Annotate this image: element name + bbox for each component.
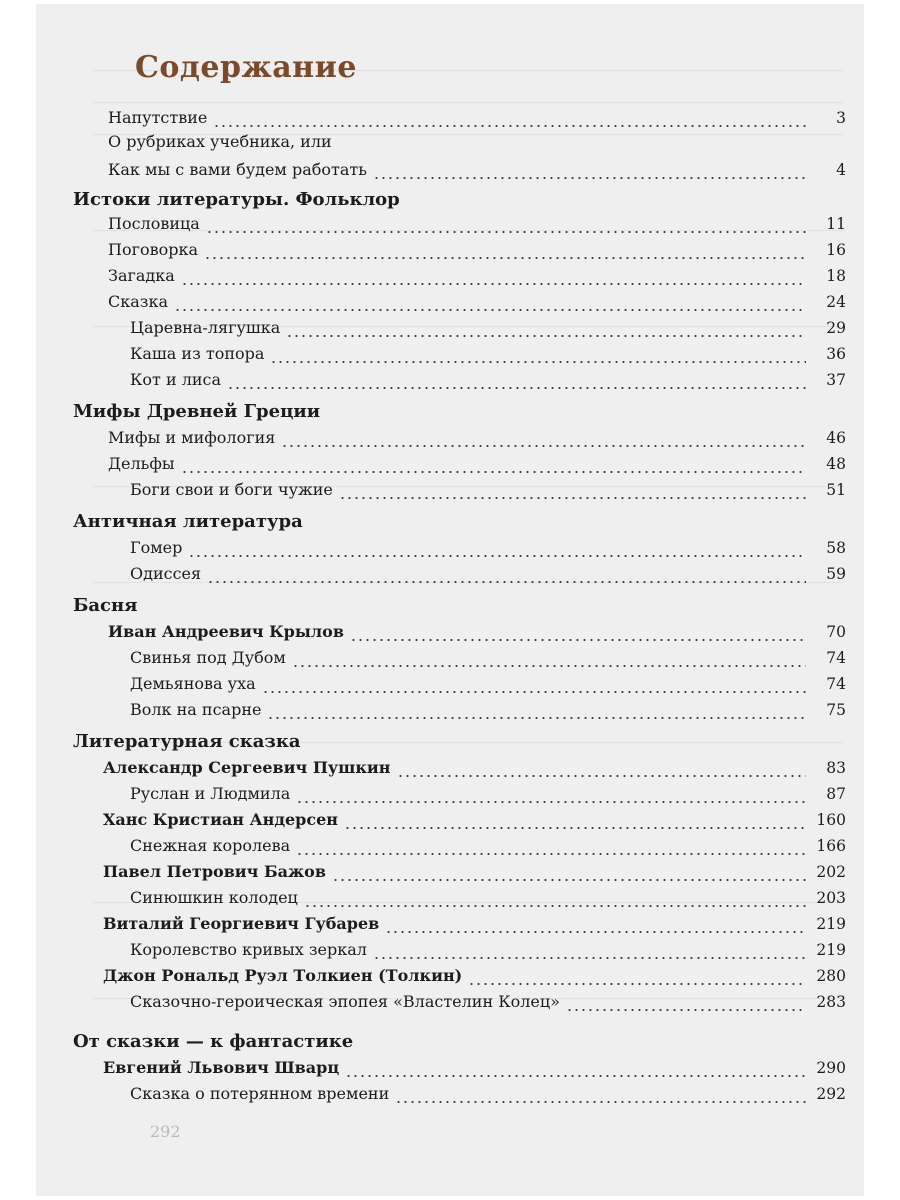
- toc-page-number: 160: [816, 811, 846, 829]
- toc-label: Гомер: [130, 538, 183, 557]
- toc-label: Сказка: [108, 292, 169, 311]
- toc-label: Как мы с вами будем работать: [108, 160, 367, 179]
- toc-entry-shvarts: [0, 1054, 846, 1078]
- page-number: 292: [150, 1122, 181, 1141]
- dot-leader: [304, 892, 806, 908]
- toc-entry-antichnaya: [0, 508, 846, 532]
- toc-page-number: 29: [826, 319, 846, 337]
- toc-page-number: 74: [826, 649, 846, 667]
- toc-page-number: 70: [826, 623, 846, 641]
- toc-label: Дельфы: [108, 454, 175, 473]
- toc-page-number: 3: [836, 109, 846, 127]
- toc-label: Королевство кривых зеркал: [130, 940, 367, 959]
- dot-leader: [204, 244, 806, 260]
- dot-leader: [385, 918, 806, 934]
- toc-entry-fantastika: [0, 1028, 846, 1052]
- toc-page-number: 16: [826, 241, 846, 259]
- toc-entry-mify_mifologiya: [0, 424, 846, 448]
- toc-page-number: 203: [816, 889, 846, 907]
- toc-page-number: 166: [816, 837, 846, 855]
- toc-page-number: 283: [816, 993, 846, 1011]
- dot-leader: [292, 652, 806, 668]
- toc-entry-lit_skazka: [0, 728, 846, 752]
- author-name: Ханс Кристиан Андерсен: [103, 810, 338, 829]
- toc-page-number: 46: [826, 429, 846, 447]
- toc-entry-delfy: [0, 450, 846, 474]
- toc-label: Демьянова уха: [130, 674, 256, 693]
- toc-entry-mify: [0, 398, 846, 422]
- toc-page-number: 74: [826, 675, 846, 693]
- toc-page-number: 83: [826, 759, 846, 777]
- dot-leader: [344, 814, 806, 830]
- toc-page-number: 58: [826, 539, 846, 557]
- section-heading: Античная литература: [73, 511, 303, 532]
- dot-leader: [188, 542, 806, 558]
- author-name: Иван Андреевич Крылов: [108, 622, 344, 641]
- toc-entry-gubarev: [0, 910, 846, 934]
- dot-leader: [332, 866, 806, 882]
- dot-leader: [262, 678, 806, 694]
- section-heading: Литературная сказка: [73, 731, 301, 752]
- toc-page-number: 37: [826, 371, 846, 389]
- toc-label: Мифы и мифология: [108, 428, 276, 447]
- toc-page-number: 18: [826, 267, 846, 285]
- toc-label: Сказочно-героическая эпопея «Властелин Колец»: [130, 992, 560, 1011]
- toc-entry-sinyushkin: [0, 884, 846, 908]
- section-heading: Мифы Древней Греции: [73, 401, 321, 422]
- toc-label: Одиссея: [130, 564, 202, 583]
- author-name: Павел Петрович Бажов: [103, 862, 326, 881]
- toc-entry-bazhov: [0, 858, 846, 882]
- page-title: Содержание: [135, 50, 357, 85]
- dot-leader: [213, 112, 806, 128]
- toc-page-number: 4: [836, 161, 846, 179]
- toc-entry-krylov: [0, 618, 846, 642]
- author-name: Евгений Львович Шварц: [103, 1058, 340, 1077]
- toc-entry-odisseya: [0, 560, 846, 584]
- toc-page-number: 292: [816, 1085, 846, 1103]
- toc-page-number: 48: [826, 455, 846, 473]
- toc-entry-andersen: [0, 806, 846, 830]
- toc-page-number: 280: [816, 967, 846, 985]
- toc-entry-svinya: [0, 644, 846, 668]
- toc-label: Кот и лиса: [130, 370, 222, 389]
- toc-entry-volk: [0, 696, 846, 720]
- dot-leader: [350, 626, 806, 642]
- toc-entry-vlastelin: [0, 988, 846, 1012]
- toc-page-number: 75: [826, 701, 846, 719]
- toc-label: Загадка: [108, 266, 175, 285]
- toc-entry-pushkin: [0, 754, 846, 778]
- toc-label: Волк на псарне: [130, 700, 262, 719]
- toc-entry-rubriki: [0, 156, 846, 180]
- section-heading: Истоки литературы. Фольклор: [73, 189, 400, 210]
- toc-label: Боги свои и боги чужие: [130, 480, 333, 499]
- dot-leader: [339, 484, 806, 500]
- toc-entry-poslovitsa: [0, 210, 846, 234]
- dot-leader: [397, 762, 807, 778]
- toc-page-number: 11: [826, 215, 846, 233]
- toc-label: Сказка о потерянном времени: [130, 1084, 390, 1103]
- dot-leader: [373, 944, 806, 960]
- dot-leader: [468, 970, 806, 986]
- toc-label: Каша из топора: [130, 344, 265, 363]
- toc-page-number: 219: [816, 941, 846, 959]
- toc-entry-tolkien: [0, 962, 846, 986]
- toc-label: Снежная королева: [130, 836, 291, 855]
- toc-entry-korolevstvo: [0, 936, 846, 960]
- toc-entry-tsarevna: [0, 314, 846, 338]
- dot-leader: [296, 840, 806, 856]
- toc-page-number: 87: [826, 785, 846, 803]
- toc-page-number: 51: [826, 481, 846, 499]
- dot-leader: [395, 1088, 806, 1104]
- toc-label: Свинья под Дубом: [130, 648, 286, 667]
- dot-leader: [227, 374, 806, 390]
- toc-entry-zagadka: [0, 262, 846, 286]
- toc-entry-kasha: [0, 340, 846, 364]
- toc-entry-skazka: [0, 288, 846, 312]
- toc-entry-poteryannom: [0, 1080, 846, 1104]
- toc-entry-istoki: [0, 186, 846, 210]
- dot-leader: [345, 1062, 806, 1078]
- author-name: Александр Сергеевич Пушкин: [103, 758, 391, 777]
- dot-leader: [174, 296, 806, 312]
- toc-entry-bogi: [0, 476, 846, 500]
- toc-label: Царевна-лягушка: [130, 318, 281, 337]
- toc-entry-rubriki-line1: О рубриках учебника, или: [108, 132, 332, 151]
- toc-page-number: 219: [816, 915, 846, 933]
- dot-leader: [270, 348, 806, 364]
- dot-leader: [286, 322, 806, 338]
- dot-leader: [181, 458, 806, 474]
- toc-entry-ruslan: [0, 780, 846, 804]
- dot-leader: [566, 996, 806, 1012]
- toc-page-number: 202: [816, 863, 846, 881]
- toc-label: Пословица: [108, 214, 200, 233]
- toc-entry-gomer: [0, 534, 846, 558]
- dot-leader: [296, 788, 806, 804]
- toc-label: Синюшкин колодец: [130, 888, 298, 907]
- toc-label: Поговорка: [108, 240, 199, 259]
- toc-entry-demyanova: [0, 670, 846, 694]
- dot-leader: [281, 432, 806, 448]
- dot-leader: [207, 568, 806, 584]
- section-heading: От сказки — к фантастике: [73, 1031, 354, 1052]
- section-heading: Басня: [73, 595, 138, 616]
- dot-leader: [181, 270, 806, 286]
- dot-leader: [373, 164, 806, 180]
- toc-entry-snezhnaya: [0, 832, 846, 856]
- dot-leader: [206, 218, 806, 234]
- toc-page-number: 290: [816, 1059, 846, 1077]
- toc-label: Напутствие: [108, 108, 208, 127]
- toc-page-number: 36: [826, 345, 846, 363]
- dot-leader: [267, 704, 806, 720]
- toc-page-number: 59: [826, 565, 846, 583]
- toc-entry-napytstvie: [0, 104, 846, 128]
- toc-entry-basnya: [0, 592, 846, 616]
- toc-entry-pogovorka: [0, 236, 846, 260]
- toc-entry-kot: [0, 366, 846, 390]
- author-name: Джон Рональд Руэл Толкиен (Толкин): [103, 966, 463, 985]
- toc-label: Руслан и Людмила: [130, 784, 291, 803]
- toc-page-number: 24: [826, 293, 846, 311]
- author-name: Виталий Георгиевич Губарев: [103, 914, 380, 933]
